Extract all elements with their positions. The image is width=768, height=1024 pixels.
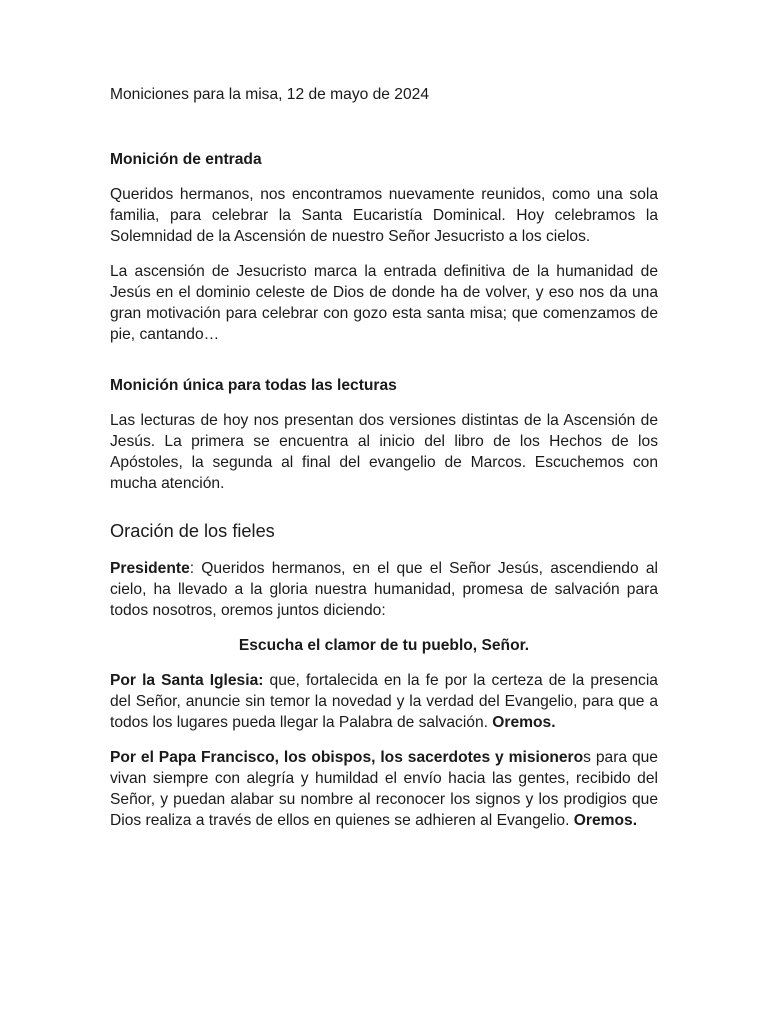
petition-iglesia bbox=[110, 670, 658, 733]
paragraph-lecturas: Las lecturas de hoy nos presentan dos versiones distintas de la Ascensión de Jesús. La primera se encuentra al inicio del libro de los Hechos de los Apóstoles, la segunda al final del evangelio de Marcos. Escuchemos con mucha atención. bbox=[110, 412, 658, 492]
petition-text: que, fortalecida en la fe por la certeza de la presencia del Señor, anuncie sin temor la novedad y la verdad del Evangelio, para que a todos los lugares pueda llegar la Palabra de salvación. bbox=[110, 672, 658, 731]
heading-monicion-lecturas: Monición única para todas las lecturas bbox=[110, 377, 397, 394]
petition-closing: Oremos. bbox=[573, 812, 638, 829]
petition-label: Por el Papa Francisco, los obispos, los sacerdotes y misionero bbox=[110, 749, 584, 766]
heading-oracion-fieles: Oración de los fieles bbox=[110, 521, 275, 541]
petition-closing: Oremos. bbox=[492, 714, 556, 731]
presidente-text: : Queridos hermanos, en el que el Señor Jesús, ascendiendo al cielo, ha llevado a la gloria nuestra humanidad, promesa de salvación para todos nosotros, oremos juntos diciendo: bbox=[110, 560, 658, 619]
petition-papa bbox=[110, 747, 658, 831]
paragraph-entrada-1: Queridos hermanos, nos encontramos nuevamente reunidos, como una sola familia, para celebrar la Santa Eucaristía Dominical. Hoy celebramos la Solemnidad de la Ascensión de nuestro Señor Jesucristo a los cielos. bbox=[110, 186, 658, 245]
heading-monicion-entrada: Monición de entrada bbox=[110, 151, 262, 168]
response-line: Escucha el clamor de tu pueblo, Señor. bbox=[238, 637, 530, 654]
petition-label: Por la Santa Iglesia: bbox=[110, 672, 264, 689]
paragraph-entrada-2: La ascensión de Jesucristo marca la entrada definitiva de la humanidad de Jesús en el dominio celeste de Dios de donde ha de volver, y eso nos da una gran motivación para celebrar con gozo esta santa misa; que comenzamos de pie, cantando… bbox=[110, 263, 658, 343]
presidente-label: Presidente bbox=[110, 560, 190, 577]
document-page bbox=[110, 84, 658, 845]
paragraph-presidente bbox=[110, 558, 658, 621]
petition-text: s para que vivan siempre con alegría y humildad el envío hacia las gentes, recibido del Señor, y puedan alabar su nombre al reconocer los signos y los prodigios que Dios realiza a través de ellos en quienes se adhieren al Evangelio. bbox=[110, 749, 658, 829]
document-title: Moniciones para la misa, 12 de mayo de 2024 bbox=[110, 86, 429, 103]
